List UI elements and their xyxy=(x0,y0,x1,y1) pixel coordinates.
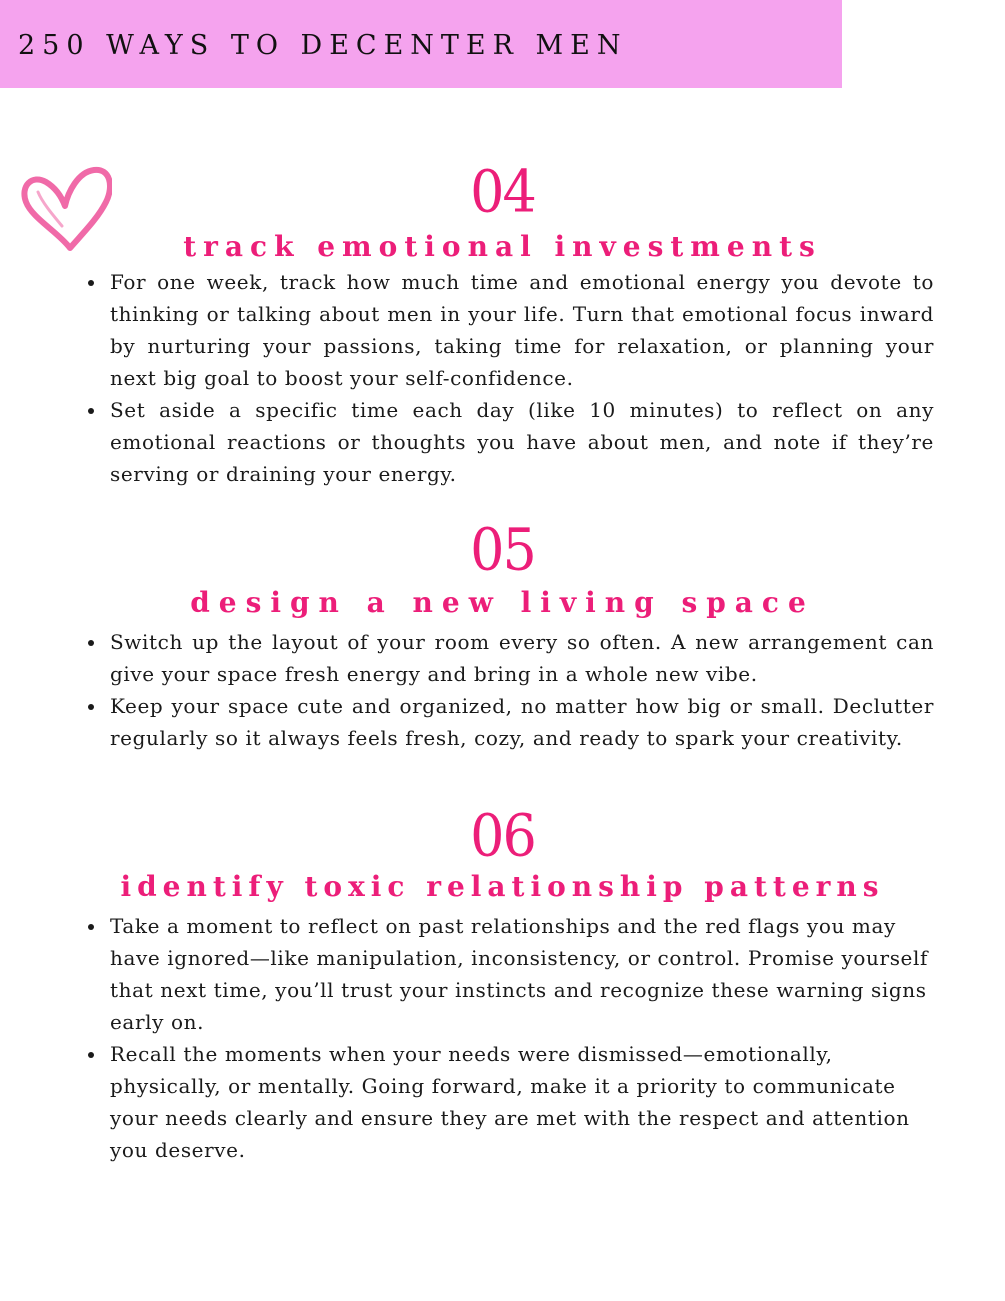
bullet-list xyxy=(110,910,934,1166)
bullet-list xyxy=(110,626,934,754)
section-number: 04 xyxy=(470,157,535,226)
section-number: 05 xyxy=(470,515,535,584)
section-heading: track emotional investments xyxy=(183,230,822,263)
section-heading: identify toxic relationship patterns xyxy=(120,870,885,903)
list-item: Take a moment to reflect on past relationships and the red flags you may have ignored—like manipulation, inconsistency, or control. Promise yourself that next time, you’ll trust your instincts and recognize these warning signs early on. xyxy=(110,910,934,1038)
section-heading: design a new living space xyxy=(190,586,815,619)
list-item: Keep your space cute and organized, no matter how big or small. Declutter regularly so it always feels fresh, cozy, and ready to spark your creativity. xyxy=(110,690,934,754)
section-number: 06 xyxy=(470,801,535,870)
header-band xyxy=(0,0,842,88)
list-item: For one week, track how much time and emotional energy you devote to thinking or talking about men in your life. Turn that emotional focus inward by nurturing your passions, taking time for relaxation, or planning your next big goal to boost your self-confidence. xyxy=(110,266,934,394)
list-item: Switch up the layout of your room every so often. A new arrangement can give your space fresh energy and bring in a whole new vibe. xyxy=(110,626,934,690)
bullet-list xyxy=(110,266,934,490)
list-item: Recall the moments when your needs were dismissed—emotionally, physically, or mentally. Going forward, make it a priority to communicate your needs clearly and ensure they are met with the respect and attention you deserve. xyxy=(110,1038,934,1166)
list-item: Set aside a specific time each day (like 10 minutes) to reflect on any emotional reactions or thoughts you have about men, and note if they’re serving or draining your energy. xyxy=(110,394,934,490)
page-title: 250 WAYS TO DECENTER MEN xyxy=(18,30,628,61)
